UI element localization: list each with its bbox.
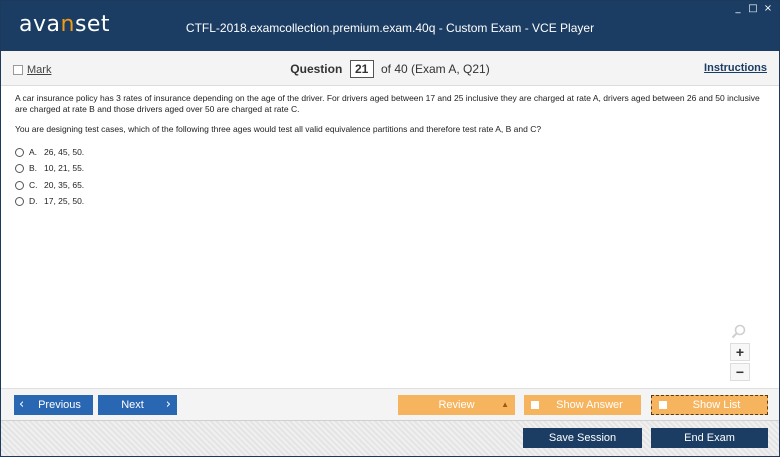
chevron-right-icon: › bbox=[165, 397, 171, 412]
answer-options bbox=[15, 144, 765, 210]
option-letter: B. bbox=[29, 163, 38, 174]
end-exam-button[interactable]: End Exam bbox=[651, 428, 768, 448]
question-number-input[interactable]: 21 bbox=[350, 60, 374, 78]
option-text: 20, 35, 65. bbox=[44, 179, 85, 190]
radio-button[interactable] bbox=[15, 197, 24, 206]
question-content bbox=[15, 93, 765, 210]
caret-up-icon: ▲ bbox=[501, 400, 509, 409]
save-session-button[interactable]: Save Session bbox=[523, 428, 642, 448]
show-answer-label: Show Answer bbox=[556, 399, 623, 411]
answer-option-c[interactable] bbox=[15, 177, 765, 194]
option-text: 17, 25, 50. bbox=[44, 196, 85, 207]
minimize-icon[interactable]: _ bbox=[735, 3, 741, 14]
title-bar bbox=[1, 1, 779, 51]
radio-button[interactable] bbox=[15, 148, 24, 157]
close-icon[interactable]: × bbox=[763, 3, 773, 14]
question-total: of 40 (Exam A, Q21) bbox=[380, 62, 490, 76]
answer-option-d[interactable] bbox=[15, 194, 765, 211]
question-header-bar bbox=[1, 51, 779, 86]
checkbox-icon[interactable] bbox=[531, 401, 539, 409]
chevron-left-icon: ‹ bbox=[19, 397, 25, 412]
show-answer-button[interactable] bbox=[524, 395, 641, 415]
show-list-label: Show List bbox=[692, 399, 741, 411]
option-letter: D. bbox=[29, 196, 38, 207]
navigation-bar bbox=[1, 388, 779, 420]
option-letter: A. bbox=[29, 146, 38, 157]
instructions-link[interactable]: Instructions bbox=[704, 62, 767, 74]
show-list-button[interactable] bbox=[651, 395, 768, 415]
logo-suffix: set bbox=[74, 12, 111, 37]
logo-accent: n bbox=[60, 12, 75, 37]
review-button[interactable] bbox=[398, 395, 515, 415]
review-label: Review bbox=[438, 399, 475, 411]
zoom-out-button[interactable]: − bbox=[730, 363, 750, 381]
zoom-in-button[interactable]: + bbox=[730, 343, 750, 361]
maximize-icon[interactable]: □ bbox=[748, 3, 758, 14]
checkbox-icon[interactable] bbox=[659, 401, 667, 409]
question-stem: A car insurance policy has 3 rates of insurance depending on the age of the driver. For drivers aged between 17 and 25 inclusive they are charged at rate A, drivers aged between 26 and 50 inclusive are charged at rate B and those drivers aged over 50 are charged at rate C. bbox=[15, 93, 760, 114]
question-prompt: You are designing test cases, which of the following three ages would test all valid equivalence partitions and therefore test rate A, B and C? bbox=[15, 124, 542, 134]
option-letter: C. bbox=[29, 179, 38, 190]
question-counter bbox=[1, 60, 779, 78]
answer-option-a[interactable] bbox=[15, 144, 765, 161]
previous-label: Previous bbox=[38, 399, 81, 411]
radio-button[interactable] bbox=[15, 181, 24, 190]
question-label: Question bbox=[290, 62, 343, 76]
radio-button[interactable] bbox=[15, 164, 24, 173]
window-controls bbox=[733, 4, 773, 14]
mark-label: Mark bbox=[27, 64, 52, 76]
footer-bar bbox=[1, 420, 779, 456]
logo-prefix: ava bbox=[19, 12, 61, 37]
option-text: 26, 45, 50. bbox=[44, 146, 85, 157]
next-button[interactable] bbox=[98, 395, 177, 415]
next-label: Next bbox=[121, 399, 144, 411]
window-title: CTFL-2018.examcollection.premium.exam.40q - Custom Exam - VCE Player bbox=[185, 21, 595, 35]
answer-option-b[interactable] bbox=[15, 161, 765, 178]
option-text: 10, 21, 55. bbox=[44, 163, 85, 174]
previous-button[interactable] bbox=[14, 395, 93, 415]
magnifier-icon bbox=[731, 324, 747, 340]
